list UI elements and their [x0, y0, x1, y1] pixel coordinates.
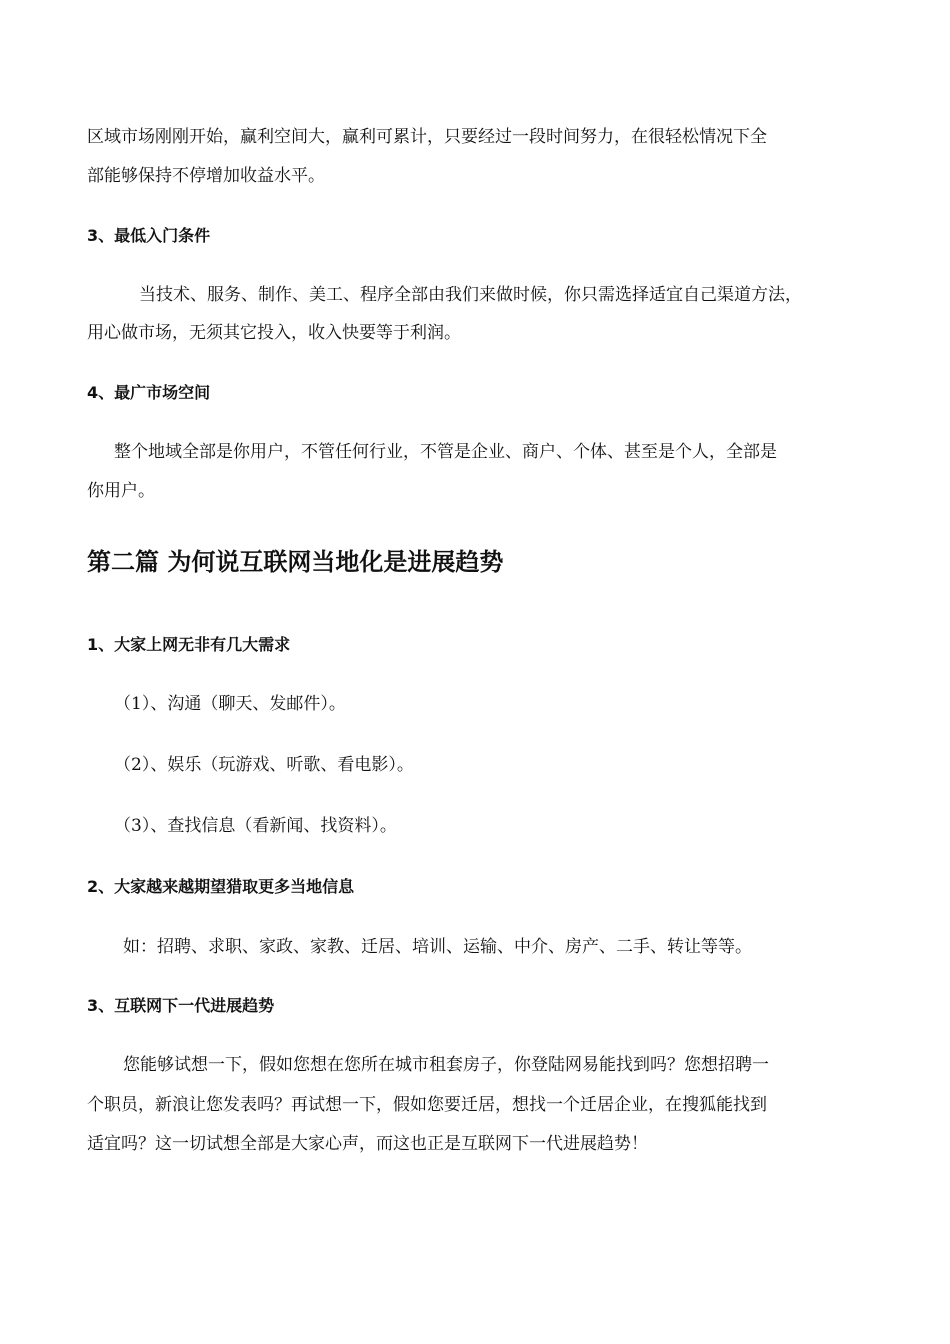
- paragraph-line: 个职员，新浪让您发表吗？再试想一下，假如您要迁居，想找一个迁居企业，在搜狐能找到: [87, 1095, 767, 1115]
- section-heading-widest-market: 4、最广市场空间: [87, 383, 211, 402]
- list-item: （3）、查找信息（看新闻、找资料）。: [114, 816, 397, 836]
- section-heading-lowest-entry: 3、最低入门条件: [87, 226, 211, 245]
- section-heading-next-trend: 3、互联网下一代进展趋势: [87, 996, 275, 1015]
- paragraph-line: 你用户。: [87, 481, 155, 501]
- paragraph-line: 区域市场刚刚开始，赢利空间大，赢利可累计，只要经过一段时间努力，在很轻松情况下全: [87, 127, 767, 147]
- paragraph-line: 整个地域全部是你用户，不管任何行业，不管是企业、商户、个体、甚至是个人，全部是: [97, 442, 777, 462]
- paragraph-line: 部能够保持不停增加收益水平。: [87, 166, 325, 186]
- section-heading-needs: 1、大家上网无非有几大需求: [87, 635, 291, 654]
- list-item: （2）、娱乐（玩游戏、听歌、看电影）。: [114, 755, 414, 775]
- chapter-title: 第二篇 为何说互联网当地化是进展趋势: [87, 548, 504, 576]
- paragraph-line: 如：招聘、求职、家政、家教、迁居、培训、运输、中介、房产、二手、转让等等。: [123, 937, 752, 957]
- section-heading-local-info: 2、大家越来越期望猎取更多当地信息: [87, 877, 355, 896]
- list-item: （1）、沟通（聊天、发邮件）。: [114, 694, 346, 714]
- paragraph-line: 当技术、服务、制作、美工、程序全部由我们来做时候，你只需选择适宜自己渠道方法，: [105, 285, 802, 305]
- paragraph-line: 用心做市场，无须其它投入，收入快要等于利润。: [87, 323, 461, 343]
- paragraph-line: 您能够试想一下，假如您想在您所在城市租套房子，你登陆网易能找到吗？您想招聘一: [123, 1055, 769, 1075]
- paragraph-line: 适宜吗？这一切试想全部是大家心声，而这也正是互联网下一代进展趋势！: [87, 1134, 648, 1154]
